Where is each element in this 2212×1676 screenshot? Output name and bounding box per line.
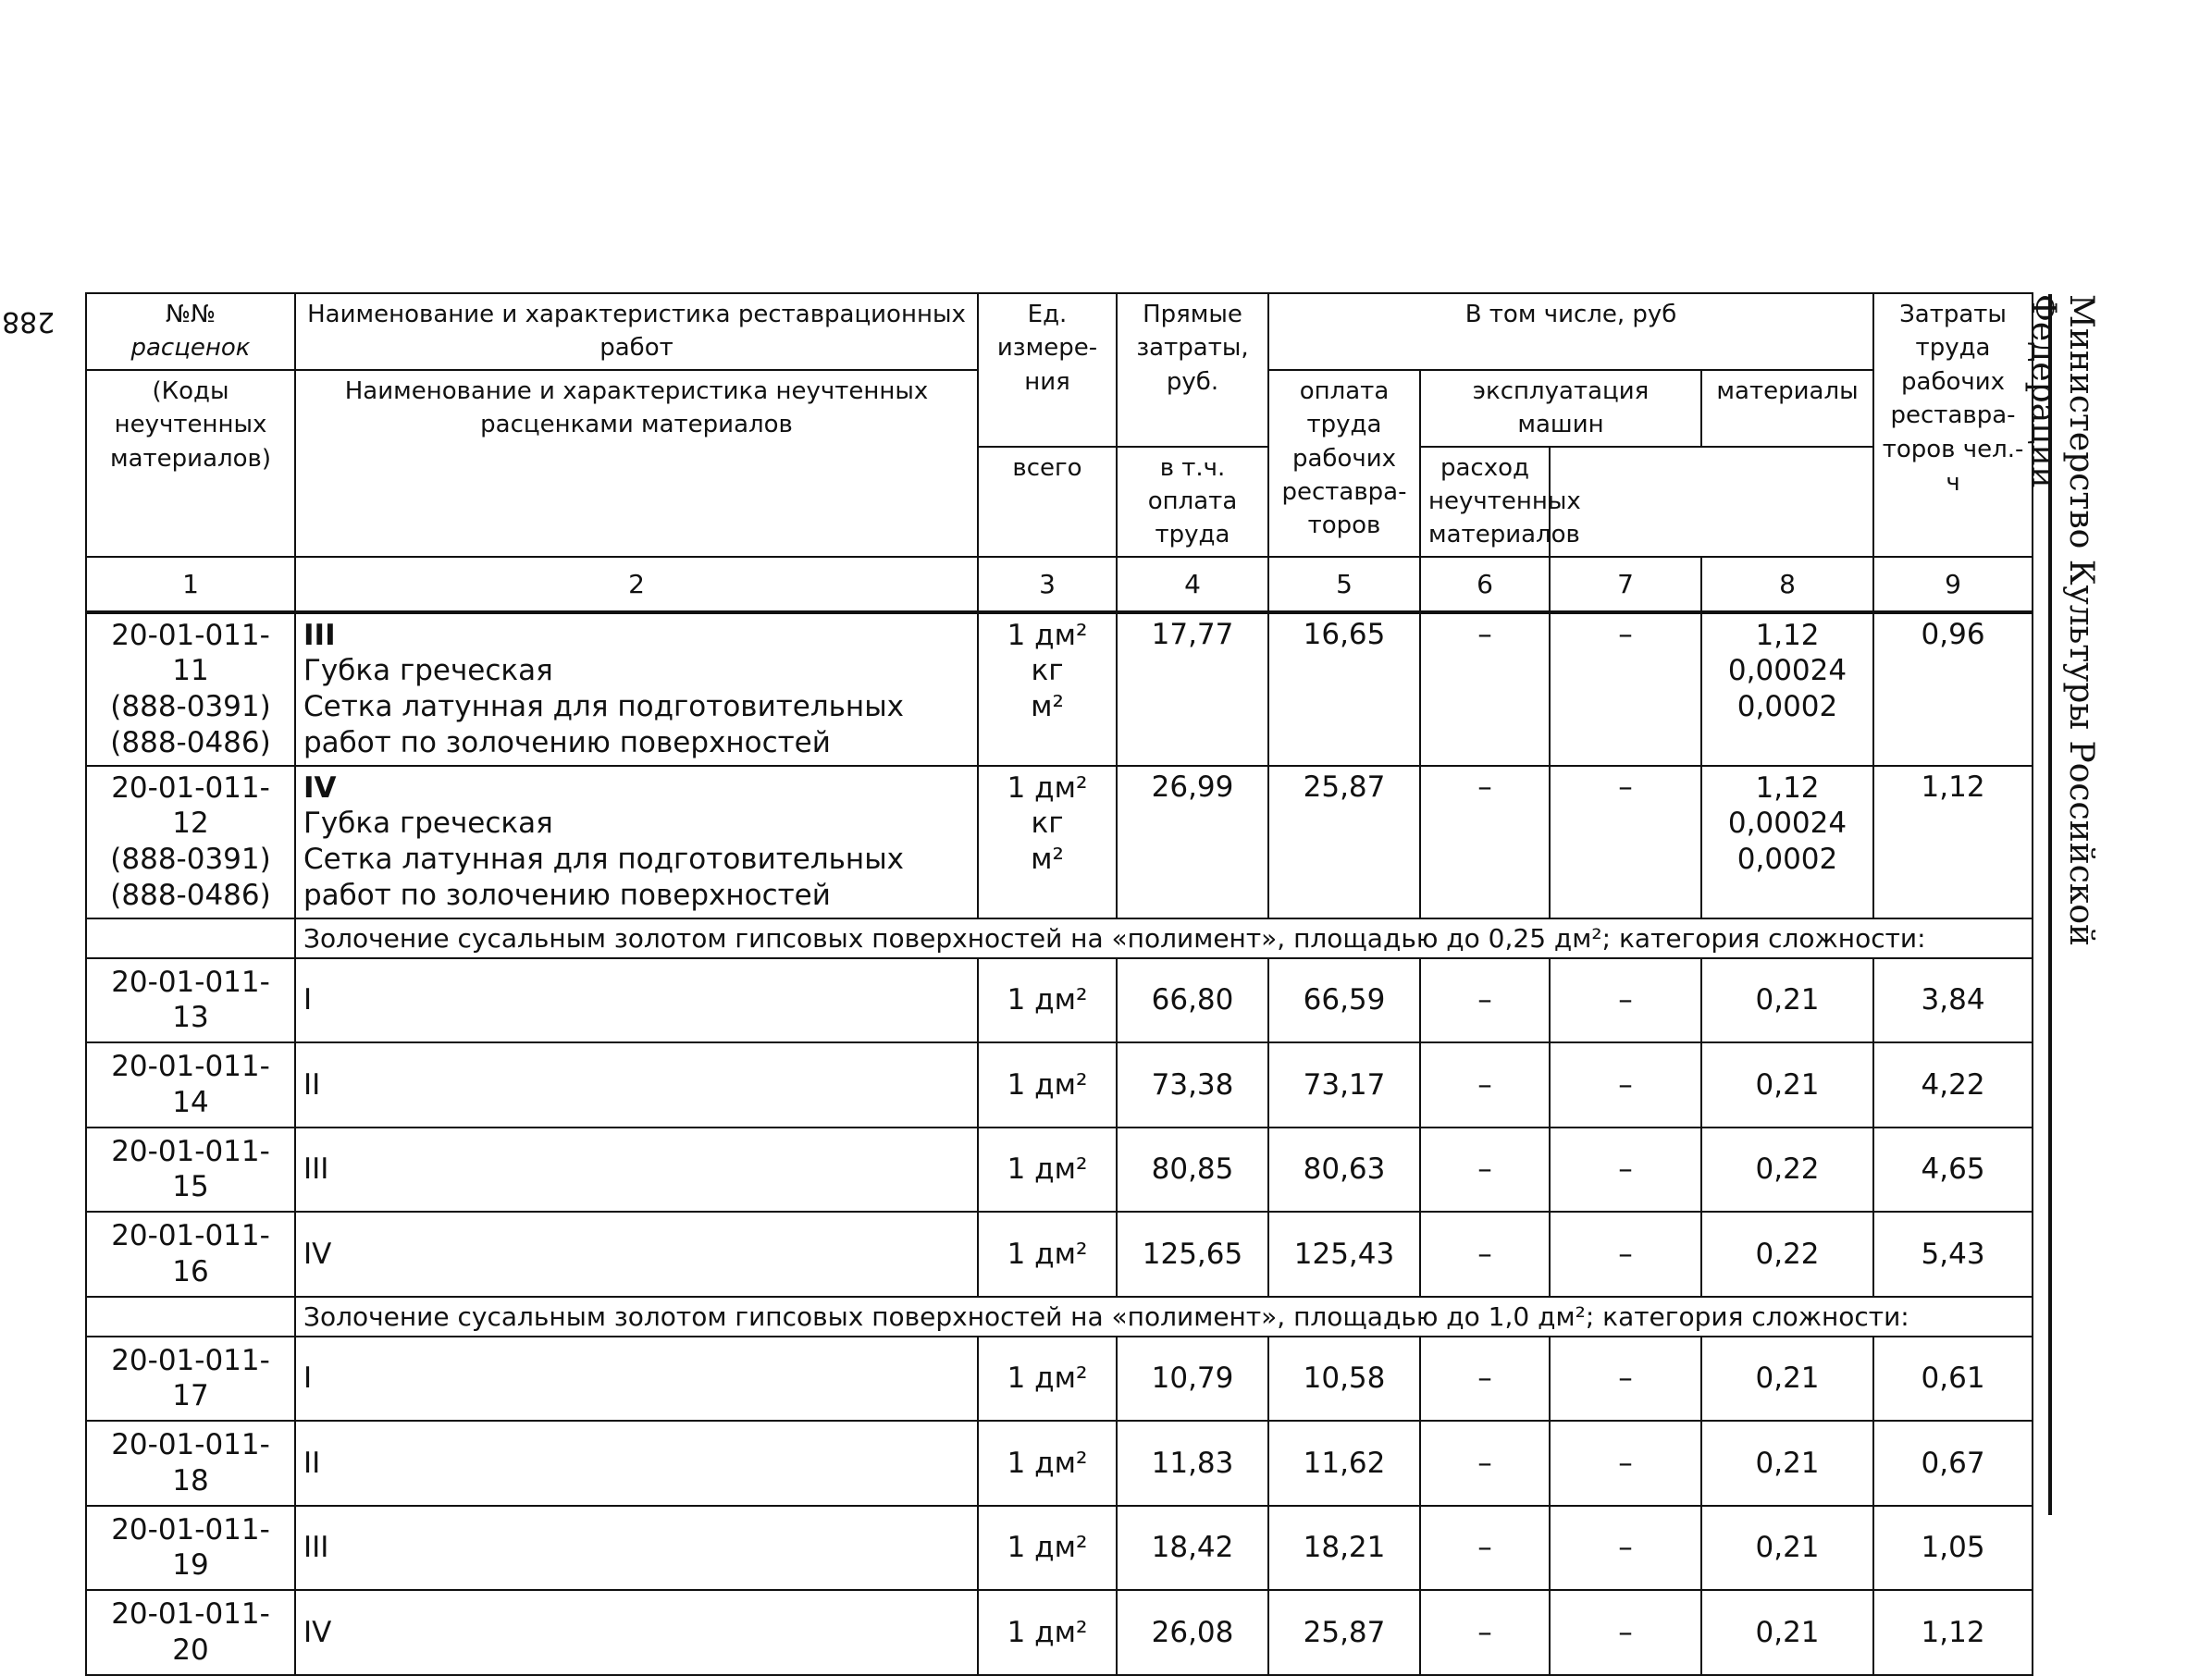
rate-direct: 80,85 [1117, 1128, 1268, 1213]
rate-labor: 3,84 [1873, 958, 2033, 1043]
header-machines: эксплуатация машин [1420, 370, 1701, 447]
rate-row [86, 1212, 2033, 1297]
rate-direct: 11,83 [1117, 1421, 1268, 1506]
header-labor-cost: Затраты труда рабочих реставра-торов чел.-ч [1873, 293, 2033, 557]
material-usage: 1,12 [1755, 618, 1820, 652]
rate-labor: 0,61 [1873, 1337, 2033, 1422]
rates-table [85, 292, 2033, 1676]
rate-row [86, 1506, 2033, 1591]
material-line: Губка греческая [303, 807, 553, 841]
complexity-category: III [295, 1128, 978, 1213]
rate-unit: 1 дм² [978, 1421, 1117, 1506]
rate-labor: 0,96 [1873, 612, 2033, 766]
header-codes: (Коды неучтенных материалов) [86, 370, 295, 557]
rate-row [86, 1042, 2033, 1128]
material-usage: 0,0002 [1736, 690, 1838, 724]
rate-code: 20-01-011-13 [86, 958, 295, 1043]
unit-line: кг [1031, 654, 1064, 688]
rate-code: (888-0391) [110, 690, 271, 724]
section-row [86, 918, 2033, 958]
material-line: Сетка латунная для подготовительных работ по золочению поверхностей [303, 843, 905, 912]
rate-materials [1701, 612, 1873, 766]
unit-line: м² [1031, 843, 1064, 877]
unit-line: м² [1031, 690, 1064, 724]
rate-materials: 0,21 [1701, 1590, 1873, 1675]
rate-description [295, 766, 978, 918]
rate-materials: 0,21 [1701, 1337, 1873, 1422]
rate-mach-total: – [1420, 612, 1550, 766]
rate-labor: 1,05 [1873, 1506, 2033, 1591]
rate-materials: 0,21 [1701, 1506, 1873, 1591]
rate-mach-total: – [1420, 1128, 1550, 1213]
header-machines-labor: в т.ч. оплата труда [1117, 447, 1268, 557]
rate-materials: 0,22 [1701, 1128, 1873, 1213]
rate-units [978, 612, 1117, 766]
rate-codes [86, 612, 295, 766]
rate-row [86, 1590, 2033, 1675]
rate-labor-pay: 18,21 [1268, 1506, 1420, 1591]
column-number: 9 [1873, 557, 2033, 612]
column-number: 4 [1117, 557, 1268, 612]
rate-mach-total: – [1420, 1042, 1550, 1128]
unit-line: кг [1031, 807, 1064, 841]
rate-labor-pay: 16,65 [1268, 612, 1420, 766]
material-usage: 1,12 [1755, 770, 1820, 805]
rate-direct: 26,08 [1117, 1590, 1268, 1675]
rate-direct: 18,42 [1117, 1506, 1268, 1591]
section-empty-cell [86, 918, 295, 958]
rate-unit: 1 дм² [978, 1337, 1117, 1422]
rate-mach-total: – [1420, 1590, 1550, 1675]
rate-row [86, 958, 2033, 1043]
header-work-name: Наименование и характеристика реставрационных работ [295, 293, 978, 370]
rate-code: 20-01-011-15 [86, 1128, 295, 1213]
rate-code: 20-01-011-19 [86, 1506, 295, 1591]
rate-description [295, 612, 978, 766]
rate-mach-total: – [1420, 958, 1550, 1043]
rate-row [86, 612, 2033, 766]
rate-row [86, 1128, 2033, 1213]
section-empty-cell [86, 1297, 295, 1337]
rate-code: 20-01-011-14 [86, 1042, 295, 1128]
complexity-category: IV [303, 770, 337, 805]
rate-mach-labor: – [1550, 1337, 1701, 1422]
rate-unit: 1 дм² [978, 1212, 1117, 1297]
rate-mach-labor: – [1550, 766, 1701, 918]
complexity-category: II [295, 1042, 978, 1128]
material-usage: 0,0002 [1736, 843, 1838, 877]
rate-unit: 1 дм² [978, 1042, 1117, 1128]
rate-direct: 125,65 [1117, 1212, 1268, 1297]
rate-labor: 4,22 [1873, 1042, 2033, 1128]
rate-codes [86, 766, 295, 918]
material-usage: 0,00024 [1727, 807, 1847, 841]
header-materials-usage: расход неучтенных материалов [1420, 447, 1550, 557]
rate-materials [1701, 766, 1873, 918]
rate-mach-labor: – [1550, 1506, 1701, 1591]
complexity-category: I [295, 1337, 978, 1422]
column-numbers-row [86, 557, 2033, 612]
rate-labor: 1,12 [1873, 1590, 2033, 1675]
rate-unit: 1 дм² [978, 958, 1117, 1043]
rate-mach-total: – [1420, 1212, 1550, 1297]
complexity-category: I [295, 958, 978, 1043]
side-title: Министерство Культуры Российской Федерации [2024, 294, 2100, 947]
column-number: 5 [1268, 557, 1420, 612]
material-usage: 0,00024 [1727, 654, 1847, 688]
complexity-category: II [295, 1421, 978, 1506]
rate-row [86, 766, 2033, 918]
rate-code: 20-01-011-12 [111, 770, 270, 841]
rate-mach-total: – [1420, 1421, 1550, 1506]
rate-labor-pay: 66,59 [1268, 958, 1420, 1043]
rate-row [86, 1337, 2033, 1422]
rate-materials: 0,21 [1701, 958, 1873, 1043]
header-direct-costs: Прямые затраты, руб. [1117, 293, 1268, 447]
page-number: 288 [2, 305, 56, 338]
column-number: 7 [1550, 557, 1701, 612]
rate-direct: 17,77 [1117, 612, 1268, 766]
section-row [86, 1297, 2033, 1337]
rate-labor-pay: 80,63 [1268, 1128, 1420, 1213]
rate-labor: 5,43 [1873, 1212, 2033, 1297]
column-number: 2 [295, 557, 978, 612]
rate-labor: 0,67 [1873, 1421, 2033, 1506]
rate-mach-labor: – [1550, 1590, 1701, 1675]
rate-mach-labor: – [1550, 1212, 1701, 1297]
header-including: В том числе, руб [1268, 293, 1873, 370]
rate-labor: 4,65 [1873, 1128, 2033, 1213]
column-number: 8 [1701, 557, 1873, 612]
rate-labor-pay: 125,43 [1268, 1212, 1420, 1297]
rate-code: 20-01-011-11 [111, 618, 270, 688]
rate-code: 20-01-011-18 [86, 1421, 295, 1506]
column-number: 3 [978, 557, 1117, 612]
header-unit: Ед. измере-ния [978, 293, 1117, 447]
rate-code: (888-0486) [110, 878, 271, 912]
section-title: Золочение сусальным золотом гипсовых поверхностей на «полимент», площадью до 1,0 дм²; категория сложности: [295, 1297, 2033, 1337]
material-line: Сетка латунная для подготовительных работ по золочению поверхностей [303, 690, 905, 759]
rate-code: (888-0486) [110, 725, 271, 759]
rate-direct: 66,80 [1117, 958, 1268, 1043]
rate-mach-labor: – [1550, 1042, 1701, 1128]
unit-line: 1 дм² [1007, 770, 1088, 805]
rate-code: 20-01-011-20 [86, 1590, 295, 1675]
complexity-category: III [303, 618, 336, 652]
header-rate-number: №№ расценок [86, 293, 295, 370]
header-labor-pay: оплата труда рабочих реставра-торов [1268, 370, 1420, 557]
rate-labor: 1,12 [1873, 766, 2033, 918]
rate-code: 20-01-011-16 [86, 1212, 295, 1297]
rate-materials: 0,22 [1701, 1212, 1873, 1297]
column-number: 6 [1420, 557, 1550, 612]
rate-unit: 1 дм² [978, 1128, 1117, 1213]
rate-direct: 26,99 [1117, 766, 1268, 918]
complexity-category: III [295, 1506, 978, 1591]
rate-mach-labor: – [1550, 612, 1701, 766]
rate-labor-pay: 11,62 [1268, 1421, 1420, 1506]
section-title: Золочение сусальным золотом гипсовых поверхностей на «полимент», площадью до 0,25 дм²; категория сложности: [295, 918, 2033, 958]
column-number: 1 [86, 557, 295, 612]
rate-mach-labor: – [1550, 1421, 1701, 1506]
rate-direct: 73,38 [1117, 1042, 1268, 1128]
rate-mach-total: – [1420, 1337, 1550, 1422]
rate-mach-labor: – [1550, 958, 1701, 1043]
rate-labor-pay: 73,17 [1268, 1042, 1420, 1128]
unit-line: 1 дм² [1007, 618, 1088, 652]
rate-materials: 0,21 [1701, 1042, 1873, 1128]
rate-code: (888-0391) [110, 843, 271, 877]
header-materials: материалы [1701, 370, 1873, 447]
rate-units [978, 766, 1117, 918]
complexity-category: IV [295, 1212, 978, 1297]
rate-direct: 10,79 [1117, 1337, 1268, 1422]
rate-mach-total: – [1420, 1506, 1550, 1591]
rate-mach-total: – [1420, 766, 1550, 918]
rate-unit: 1 дм² [978, 1590, 1117, 1675]
complexity-category: IV [295, 1590, 978, 1675]
rate-labor-pay: 25,87 [1268, 766, 1420, 918]
material-line: Губка греческая [303, 654, 553, 688]
rate-labor-pay: 25,87 [1268, 1590, 1420, 1675]
rate-materials: 0,21 [1701, 1421, 1873, 1506]
rate-code: 20-01-011-17 [86, 1337, 295, 1422]
rate-row [86, 1421, 2033, 1506]
rate-labor-pay: 10,58 [1268, 1337, 1420, 1422]
rate-mach-labor: – [1550, 1128, 1701, 1213]
rate-unit: 1 дм² [978, 1506, 1117, 1591]
header-machines-total: всего [978, 447, 1117, 557]
header-materials-name: Наименование и характеристика неучтенных расценками материалов [295, 370, 978, 557]
